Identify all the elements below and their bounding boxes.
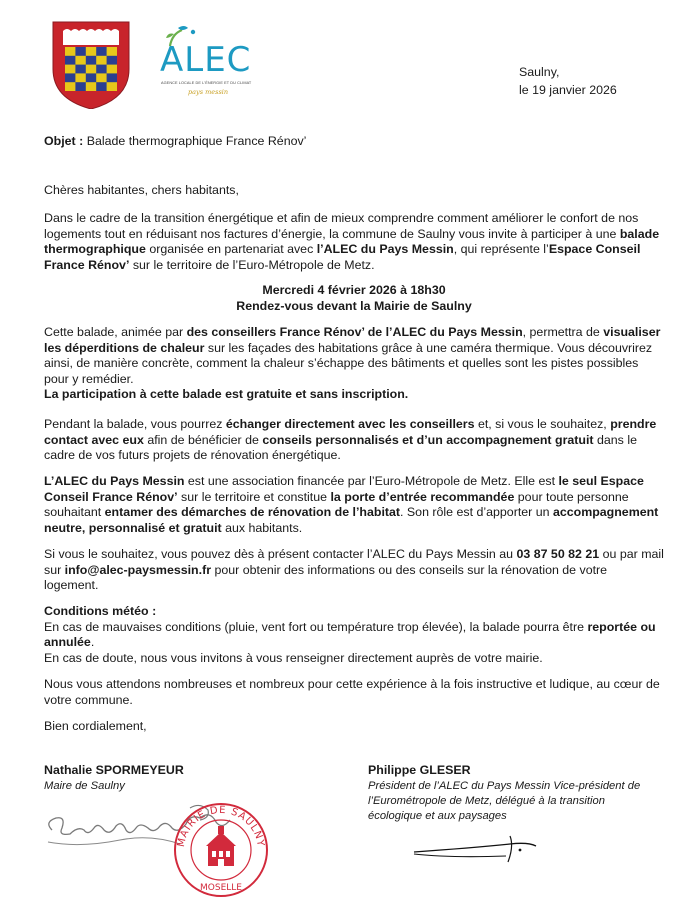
- weather-doubt: En cas de doute, nous vous invitons à vous renseigner directement auprès de votre mairie.: [44, 650, 543, 665]
- about-paragraph: [44, 474, 664, 536]
- mayor-signatory: [44, 763, 304, 794]
- alec-area: pays messin: [188, 88, 229, 96]
- president-name: Philippe GLESER: [368, 763, 471, 777]
- desc-text-2: , permettra de: [522, 325, 604, 339]
- intro-bold-2: l’ALEC du Pays Messin: [316, 242, 454, 256]
- date: le 19 janvier 2026: [519, 83, 617, 97]
- desc-bold-1: des conseillers France Rénov’ de l’ALEC du Pays Messin: [186, 325, 523, 339]
- contact-phone[interactable]: 03 87 50 82 21: [516, 547, 600, 561]
- subject-label: Objet :: [44, 134, 84, 148]
- svg-text:MAIRIE DE SAULNY: MAIRIE DE SAULNY: [175, 804, 266, 849]
- intro-text-2: organisée en partenariat avec: [145, 242, 317, 256]
- intro-paragraph: [44, 211, 664, 273]
- weather-title: Conditions météo :: [44, 604, 157, 618]
- about-bold-1: L’ALEC du Pays Messin: [44, 474, 185, 488]
- weather-paragraph: [44, 604, 664, 666]
- about-text-5: aux habitants.: [221, 520, 303, 535]
- about-text-2: sur le territoire et constitue: [177, 489, 331, 504]
- desc-bold-2: visualiser les déperditions de chaleur: [44, 325, 661, 355]
- exch-bold-3: conseils personnalisés et d’un accompagnement gratuit: [262, 432, 594, 447]
- intro-bold-1: balade thermographique: [44, 226, 660, 256]
- regards: Bien cordialement,: [44, 719, 147, 733]
- svg-text:MOSELLE: MOSELLE: [200, 883, 242, 893]
- about-text-3: pour toute personne souhaitant: [44, 489, 629, 519]
- exch-text-1: Pendant la balade, vous pourrez: [44, 417, 226, 431]
- exch-bold-1: échanger directement avec les conseillers: [225, 417, 475, 431]
- saulny-coat-of-arms: [51, 21, 131, 109]
- mayor-role: Maire de Saulny: [44, 780, 125, 792]
- president-signatory: [368, 763, 658, 824]
- weather-text-1: En cas de mauvaises conditions (pluie, vent fort ou température trop élevée), la balade pourra être: [44, 619, 588, 634]
- contact-text-3: pour obtenir des informations ou des conseils sur la rénovation de votre logement.: [44, 562, 608, 592]
- mayor-name: Nathalie SPORMEYEUR: [44, 763, 184, 777]
- description-paragraph: [44, 325, 664, 403]
- alec-wordmark: ALEC: [160, 40, 252, 80]
- weather-bold-1: reportée ou annulée: [44, 619, 656, 649]
- president-signature: [410, 832, 550, 872]
- exch-text-3: afin de bénéficier de: [143, 432, 263, 447]
- contact-paragraph: [44, 547, 664, 594]
- contact-text-2: ou par mail sur: [44, 547, 664, 577]
- event-meeting-point: Rendez-vous devant la Mairie de Saulny: [236, 299, 472, 313]
- about-text-4: . Son rôle est d’apporter un: [400, 505, 553, 519]
- alec-logo: [160, 24, 260, 96]
- subject-line: [44, 134, 664, 150]
- contact-email-link[interactable]: info@alec-paysmessin.fr: [64, 562, 212, 577]
- intro-bold-3: Espace Conseil France Rénov’: [44, 242, 641, 272]
- place: Saulny,: [519, 65, 560, 79]
- place-date: [519, 63, 617, 99]
- alec-subtitle: AGENCE LOCALE DE L'ÉNERGIE ET DU CLIMAT: [161, 81, 252, 85]
- desc-text-1: Cette balade, animée par: [44, 325, 187, 339]
- greeting: Chères habitantes, chers habitants,: [44, 183, 239, 197]
- about-bold-2: le seul Espace Conseil France Rénov’: [44, 474, 644, 504]
- desc-text-3: sur les façades des habitations grâce à une caméra thermique. Vous découvrirez ainsi, de manière concrète, comment la chaleur s’échappe des bâtiments et quelles sont les pistes possibles pour y remédier.: [44, 340, 653, 386]
- about-text-1: est une association financée par l’Euro-Métropole de Metz. Elle est: [184, 474, 559, 488]
- contact-text-1: Si vous le souhaitez, vous pouvez dès à présent contacter l’ALEC du Pays Messin au: [44, 547, 517, 561]
- about-bold-5: accompagnement neutre, personnalisé et gratuit: [44, 505, 659, 535]
- weather-text-2: .: [90, 635, 95, 649]
- intro-text-3: , qui représente l’: [453, 242, 549, 256]
- intro-text-4: sur le territoire de l’Euro-Métropole de Metz.: [129, 257, 375, 272]
- exch-text-2: et, si vous le souhaitez,: [474, 417, 611, 431]
- intro-text-1: Dans le cadre de la transition énergétique et afin de mieux comprendre comment améliorer le confort de nos logements tout en réduisant nos factures d’énergie, la commune de Saulny vous invite à participer à une: [44, 211, 639, 241]
- subject-text: Balade thermographique France Rénov’: [86, 134, 307, 148]
- free-participation: La participation à cette balade est gratuite et sans inscription.: [44, 387, 409, 401]
- mairie-stamp: [172, 798, 270, 902]
- exchange-paragraph: [44, 417, 664, 464]
- closing-paragraph: Nous vous attendons nombreuses et nombreux pour cette expérience à la fois instructive et ludique, au cœur de votre commune.: [44, 677, 660, 707]
- exch-bold-2: prendre contact avec eux: [44, 417, 657, 447]
- president-role: Président de l’ALEC du Pays Messin Vice-président de l’Eurométropole de Metz, délégué à la transition écologique et aux paysages: [368, 780, 641, 822]
- exch-text-4: dans le cadre de vos futurs projets de rénovation énergétique.: [44, 432, 637, 462]
- event-datetime: Mercredi 4 février 2026 à 18h30: [262, 283, 446, 297]
- about-bold-4: entamer des démarches de rénovation de l’habitat: [104, 505, 401, 519]
- about-bold-3: la porte d’entrée recommandée: [330, 489, 515, 504]
